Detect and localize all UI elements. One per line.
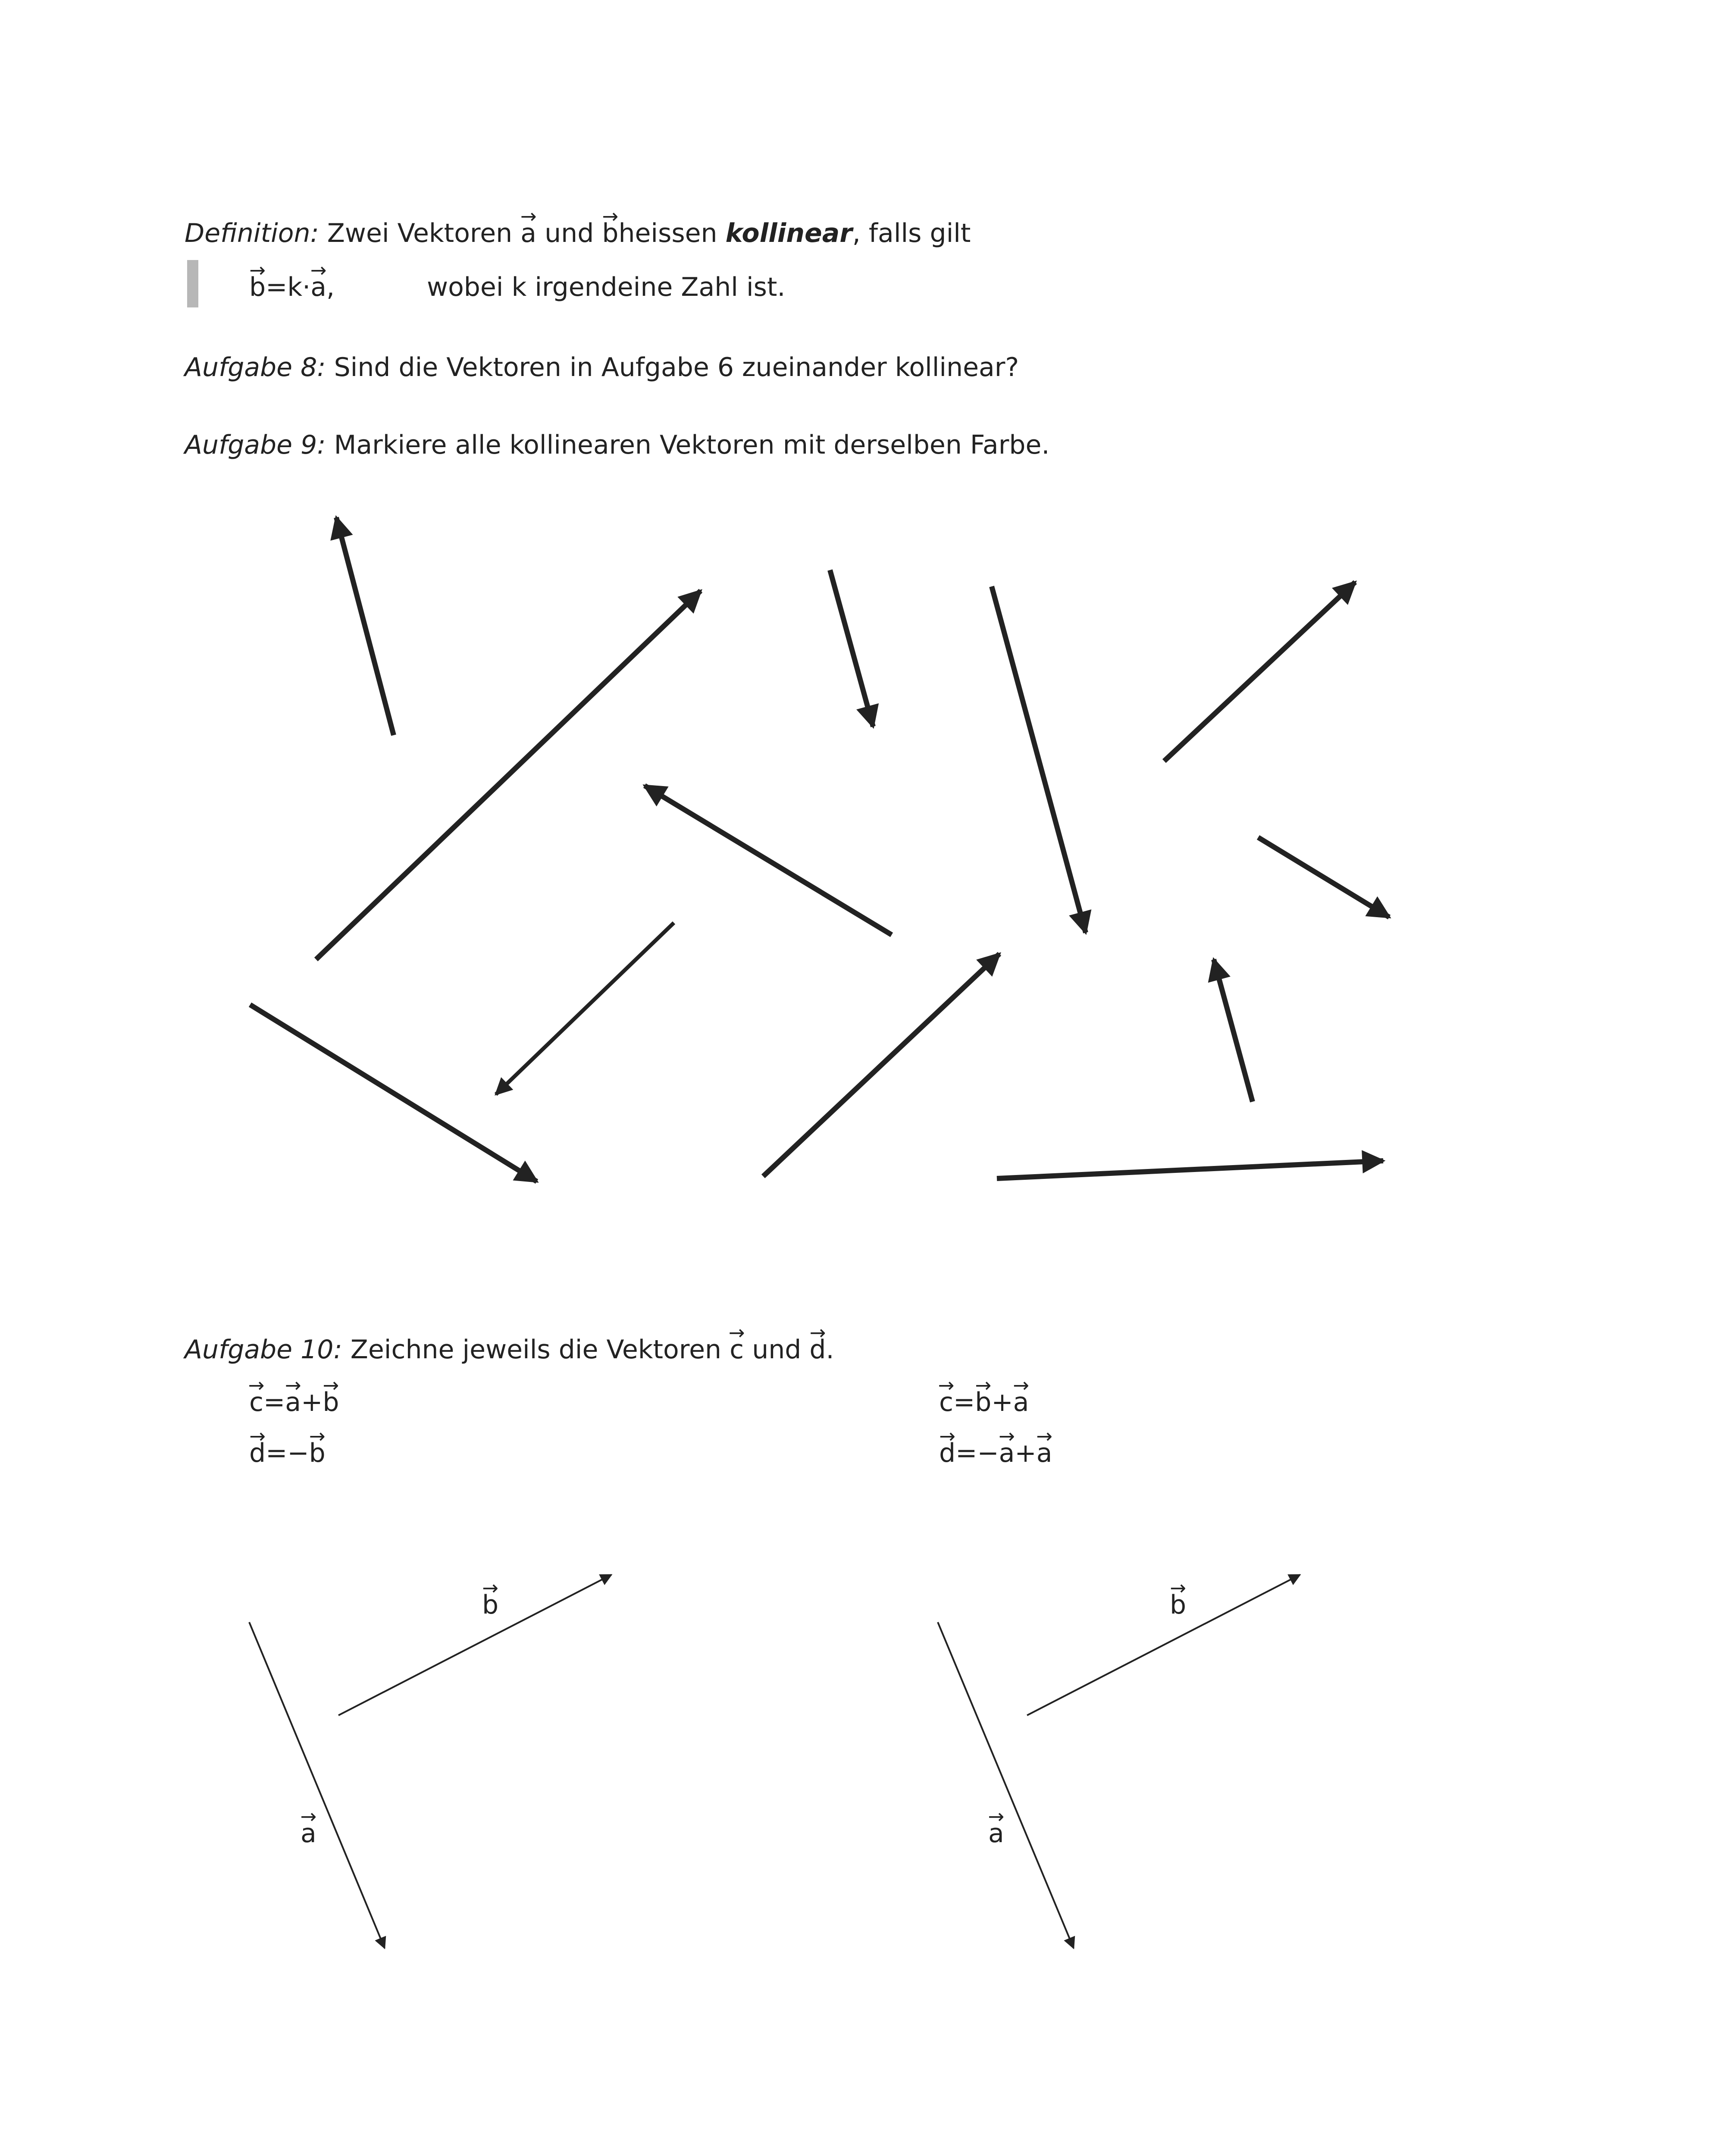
right-formula-c — [939, 1389, 1029, 1415]
formula-vector-a: → a — [310, 274, 326, 300]
right-label-a — [988, 1818, 1004, 1849]
right-label-a-text: → a — [988, 1821, 1004, 1846]
aufgabe-10-and: und — [752, 1335, 802, 1365]
right-c-eq: = — [953, 1387, 975, 1417]
arrow-2 — [316, 591, 701, 959]
right-d-op: + — [1015, 1438, 1037, 1468]
right-c-lhs: → c — [939, 1389, 953, 1415]
left-c-eq: = — [263, 1387, 285, 1417]
aufgabe-9-label: Aufgabe 9: — [185, 430, 326, 460]
aufgabe-8-label: Aufgabe 8: — [185, 352, 326, 382]
right-c-term2: → a — [1013, 1389, 1029, 1415]
aufgabe-10-end: . — [826, 1335, 834, 1365]
left-vector-a — [249, 1622, 385, 1948]
definition-term: kollinear — [725, 218, 852, 248]
right-c-op: + — [991, 1387, 1013, 1417]
vector-d-symbol: → d — [809, 1337, 826, 1363]
left-d-term1: → b — [309, 1440, 326, 1466]
left-d-eq: =− — [266, 1438, 309, 1468]
right-d-lhs: → d — [939, 1440, 955, 1466]
arrow-9 — [496, 923, 674, 1094]
left-label-b-text: → b — [482, 1592, 498, 1618]
right-d-term1: → a — [999, 1440, 1015, 1466]
vector-a-symbol: → a — [520, 220, 536, 246]
right-c-term1: → b — [975, 1389, 991, 1415]
vector-c-symbol: → c — [730, 1337, 744, 1363]
definition-text-1: Zwei Vektoren — [327, 218, 513, 248]
left-c-lhs: → c — [249, 1389, 263, 1415]
formula-operator: =k· — [266, 272, 311, 302]
arrow-5 — [1164, 582, 1355, 761]
arrow-4 — [992, 586, 1086, 933]
left-vector-b — [338, 1575, 611, 1715]
right-formula-d — [939, 1440, 1052, 1466]
right-label-b-text: → b — [1170, 1592, 1186, 1618]
formula-vector-b: → b — [249, 274, 266, 300]
left-label-b — [482, 1592, 498, 1618]
aufgabe-8-text: Sind die Vektoren in Aufgabe 6 zueinander kollinear? — [334, 352, 1019, 382]
aufgabe-10-text: Zeichne jeweils die Vektoren — [350, 1335, 722, 1365]
right-d-term2: → a — [1037, 1440, 1052, 1466]
arrow-8 — [250, 1005, 537, 1181]
left-d-lhs: → d — [249, 1440, 266, 1466]
arrow-12 — [997, 1161, 1383, 1178]
left-c-op: + — [301, 1387, 323, 1417]
left-formula-c — [249, 1389, 339, 1415]
right-vector-b — [1027, 1575, 1300, 1715]
right-d-eq: =− — [955, 1438, 999, 1468]
formula-comma: , — [326, 272, 335, 302]
left-label-a — [301, 1818, 316, 1849]
definition-formula-note: wobei k irgendeine Zahl ist. — [427, 272, 786, 302]
aufgabe-10-label: Aufgabe 10: — [185, 1335, 342, 1365]
arrow-7 — [1258, 837, 1389, 917]
arrow-10 — [763, 954, 999, 1176]
arrow-6 — [645, 786, 892, 935]
right-vector-a — [938, 1622, 1074, 1948]
aufgabe-9-text: Markiere alle kollinearen Vektoren mit derselben Farbe. — [334, 430, 1050, 460]
left-formula-d — [249, 1440, 326, 1466]
definition-text-2: und — [545, 218, 594, 248]
arrow-1 — [336, 517, 394, 735]
aufgabe-10 — [185, 1337, 834, 1363]
left-c-term1: → a — [285, 1389, 301, 1415]
right-label-b — [1170, 1592, 1186, 1618]
left-c-term2: → b — [323, 1389, 339, 1415]
arrow-11 — [1214, 959, 1253, 1102]
arrow-3 — [830, 570, 873, 727]
definition-text-3: heissen — [618, 218, 717, 248]
definition-text-4: , falls gilt — [852, 218, 971, 248]
left-label-a-text: → a — [301, 1821, 316, 1846]
vector-b-symbol: → b — [602, 220, 618, 246]
definition-label: Definition: — [185, 218, 319, 248]
